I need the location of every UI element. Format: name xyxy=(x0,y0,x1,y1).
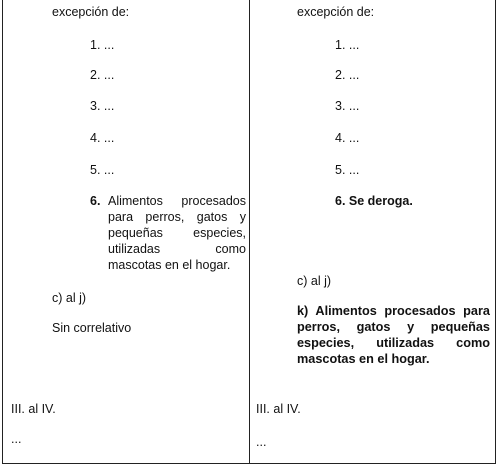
right-item-4: 4. ... xyxy=(335,131,360,145)
left-item-4: 4. ... xyxy=(90,131,115,145)
left-sin-correlativo: Sin correlativo xyxy=(52,321,132,335)
right-item-6: 6. Se deroga. xyxy=(335,194,413,208)
left-item-3: 3. ... xyxy=(90,99,115,113)
right-c-to-j: c) al j) xyxy=(297,274,332,288)
left-item-2: 2. ... xyxy=(90,68,115,82)
table-border-bottom xyxy=(2,463,496,464)
table-border-right xyxy=(495,0,496,464)
left-item-5: 5. ... xyxy=(90,163,115,177)
left-iii-iv: III. al IV. xyxy=(11,402,56,416)
table-border-left xyxy=(2,0,3,464)
right-item-k: k) Alimentos procesados para perros, gatos y pequeñas especies, utilizadas como mascotas en el hogar. xyxy=(297,304,490,366)
right-item-3: 3. ... xyxy=(335,99,360,113)
left-item-6-number: 6. xyxy=(90,194,101,208)
right-item-2: 2. ... xyxy=(335,68,360,82)
column-divider xyxy=(249,0,250,464)
right-ellipsis: ... xyxy=(256,435,267,449)
left-c-to-j: c) al j) xyxy=(52,291,87,305)
left-intro-text: excepción de: xyxy=(52,5,130,19)
right-item-5: 5. ... xyxy=(335,163,360,177)
right-intro-text: excepción de: xyxy=(297,5,375,19)
left-ellipsis: ... xyxy=(11,432,22,446)
comparison-table xyxy=(2,0,496,464)
right-item-1: 1. ... xyxy=(335,38,360,52)
left-item-1: 1. ... xyxy=(90,38,115,52)
left-item-6-text: Alimentos procesados para perros, gatos y pequeñas especies, utilizadas como mascotas en el hogar. xyxy=(108,194,246,272)
right-iii-iv: III. al IV. xyxy=(256,402,301,416)
